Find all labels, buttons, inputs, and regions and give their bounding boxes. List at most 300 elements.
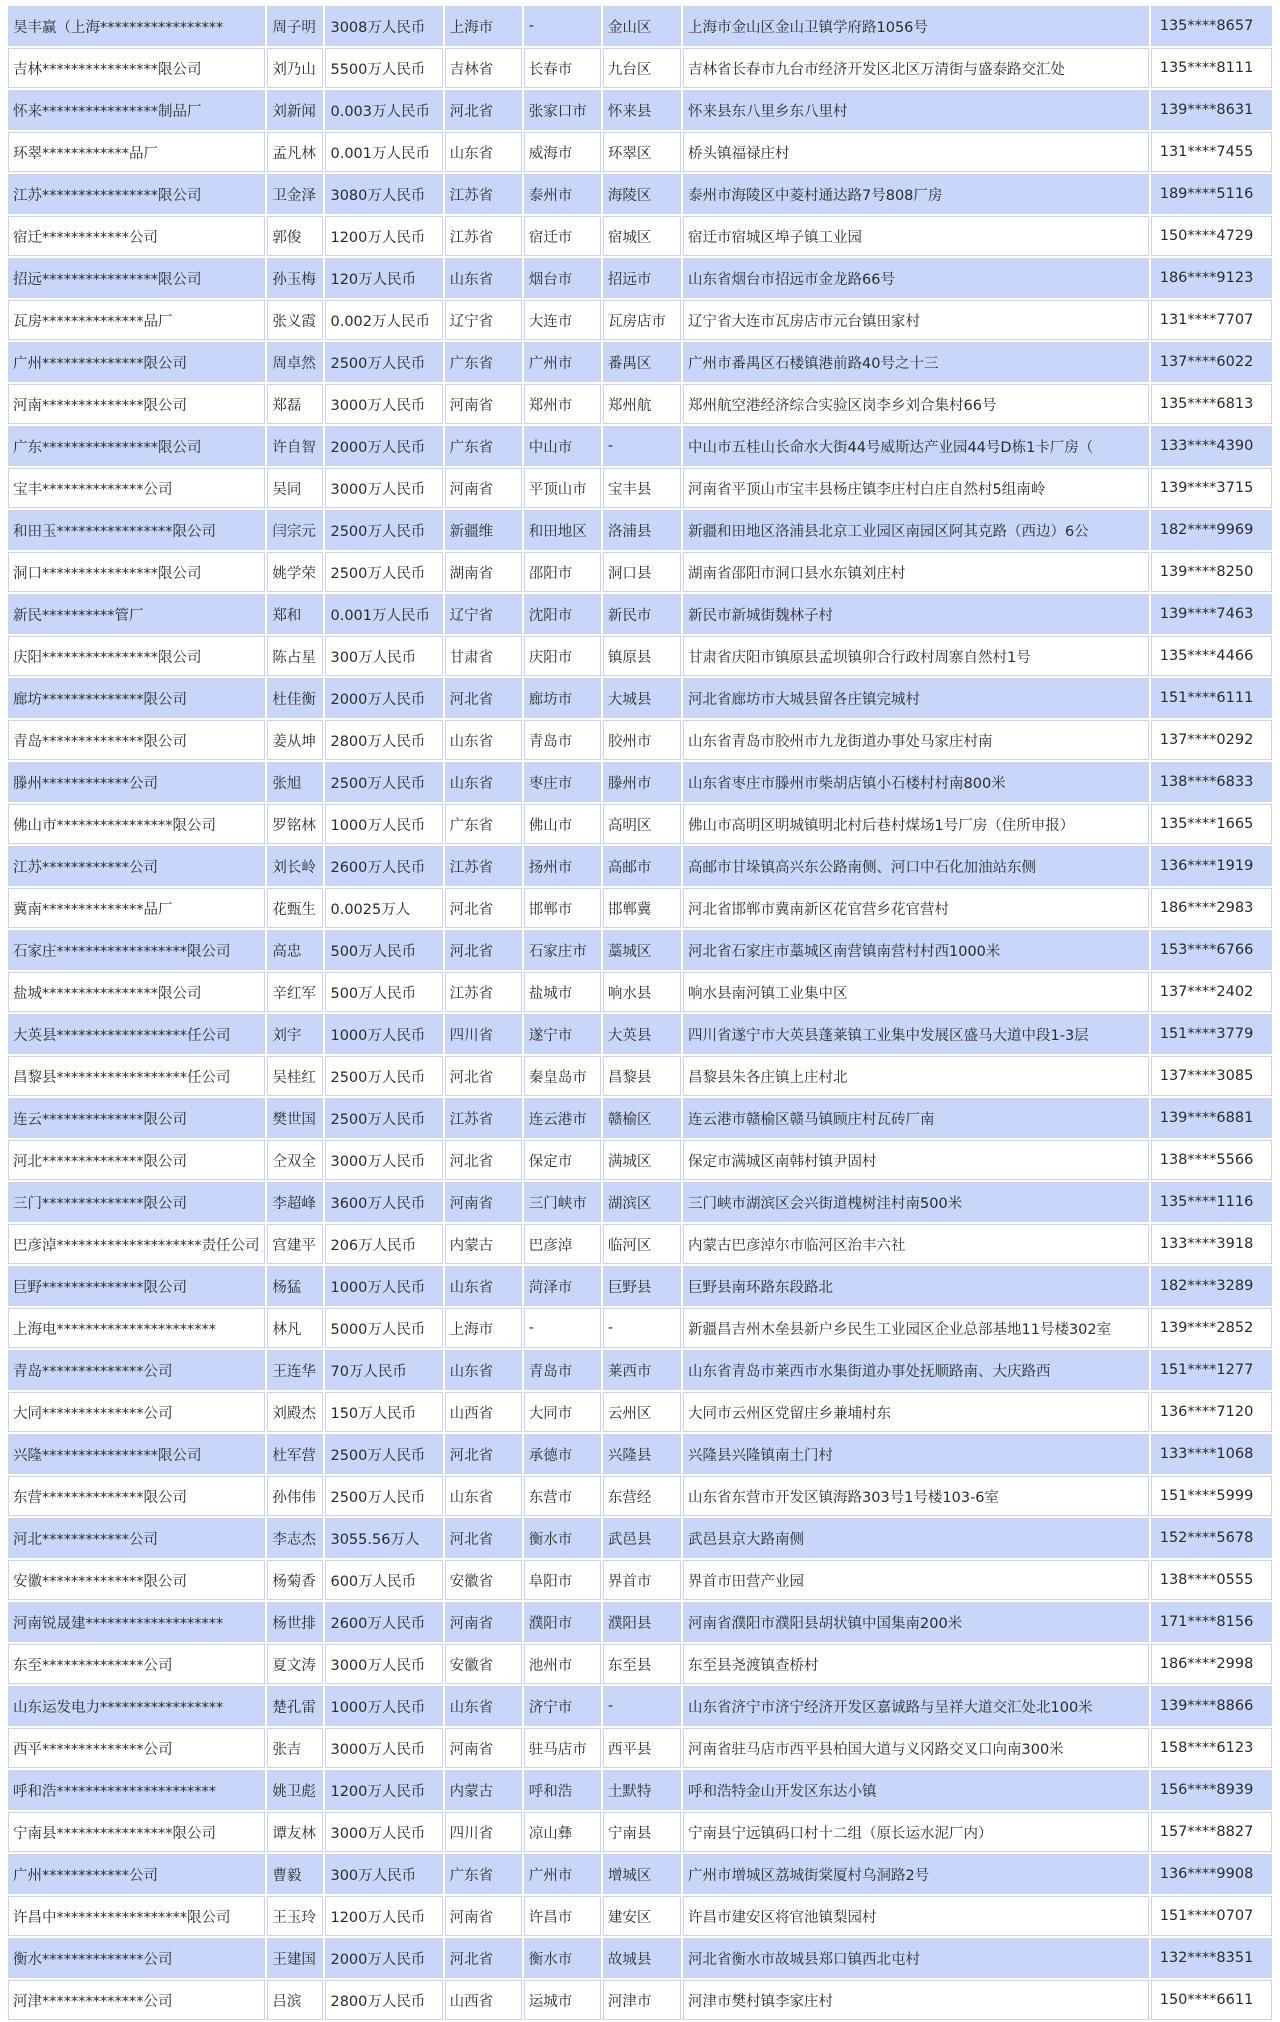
phone-cell: 151****5999 bbox=[1151, 1476, 1272, 1516]
table-row bbox=[8, 1476, 1272, 1516]
district-cell: 武邑县 bbox=[603, 1518, 681, 1558]
table-row bbox=[8, 1518, 1272, 1558]
registered-capital-cell: 2800万人民币 bbox=[325, 720, 442, 760]
phone-cell: 138****0555 bbox=[1151, 1560, 1272, 1600]
city-cell: 青岛市 bbox=[524, 720, 601, 760]
phone-cell: 138****5566 bbox=[1151, 1140, 1272, 1180]
company-name-cell: 佛山市****************限公司 bbox=[8, 804, 265, 844]
district-cell: 洛浦县 bbox=[603, 510, 681, 550]
legal-person-cell: 孙伟伟 bbox=[267, 1476, 323, 1516]
district-cell: 兴隆县 bbox=[603, 1434, 681, 1474]
phone-cell: 139****6881 bbox=[1151, 1098, 1272, 1138]
legal-person-cell: 罗铭林 bbox=[267, 804, 323, 844]
legal-person-cell: 郭俊 bbox=[267, 216, 323, 256]
company-name-cell: 宿迁************公司 bbox=[8, 216, 265, 256]
company-name-cell: 廊坊**************限公司 bbox=[8, 678, 265, 718]
table-row bbox=[8, 1770, 1272, 1810]
registered-capital-cell: 1000万人民币 bbox=[325, 1014, 442, 1054]
legal-person-cell: 宫建平 bbox=[267, 1224, 323, 1264]
registered-capital-cell: 1200万人民币 bbox=[325, 1896, 442, 1936]
province-cell: 河北省 bbox=[445, 1140, 522, 1180]
company-name-cell: 广州**************限公司 bbox=[8, 342, 265, 382]
legal-person-cell: 曹毅 bbox=[267, 1854, 323, 1894]
province-cell: 河北省 bbox=[445, 678, 522, 718]
district-cell: 宁南县 bbox=[603, 1812, 681, 1852]
address-cell: 甘肃省庆阳市镇原县孟坝镇卯合行政村周寨自然村1号 bbox=[683, 636, 1149, 676]
province-cell: 安徽省 bbox=[445, 1560, 522, 1600]
phone-cell: 137****2402 bbox=[1151, 972, 1272, 1012]
phone-cell: 158****6123 bbox=[1151, 1728, 1272, 1768]
registered-capital-cell: 3008万人民币 bbox=[325, 6, 442, 46]
province-cell: 河南省 bbox=[445, 1896, 522, 1936]
district-cell: 宿城区 bbox=[603, 216, 681, 256]
legal-person-cell: 郑磊 bbox=[267, 384, 323, 424]
table-row bbox=[8, 1560, 1272, 1600]
city-cell: 阜阳市 bbox=[524, 1560, 601, 1600]
city-cell: 枣庄市 bbox=[524, 762, 601, 802]
district-cell: 增城区 bbox=[603, 1854, 681, 1894]
registered-capital-cell: 2500万人民币 bbox=[325, 342, 442, 382]
company-table bbox=[6, 4, 1274, 2022]
company-name-cell: 巨野**************限公司 bbox=[8, 1266, 265, 1306]
city-cell: 衡水市 bbox=[524, 1938, 601, 1978]
registered-capital-cell: 1000万人民币 bbox=[325, 804, 442, 844]
address-cell: 河南省驻马店市西平县柏国大道与义冈路交叉口向南300米 bbox=[683, 1728, 1149, 1768]
province-cell: 四川省 bbox=[445, 1014, 522, 1054]
district-cell: 西平县 bbox=[603, 1728, 681, 1768]
legal-person-cell: 辛红军 bbox=[267, 972, 323, 1012]
address-cell: 昌黎县朱各庄镇上庄村北 bbox=[683, 1056, 1149, 1096]
address-cell: 东至县尧渡镇查桥村 bbox=[683, 1644, 1149, 1684]
phone-cell: 150****6611 bbox=[1151, 1980, 1272, 2020]
legal-person-cell: 杜佳衡 bbox=[267, 678, 323, 718]
company-name-cell: 盐城****************限公司 bbox=[8, 972, 265, 1012]
address-cell: 佛山市高明区明城镇明北村后巷村煤场1号厂房（住所申报） bbox=[683, 804, 1149, 844]
table-row bbox=[8, 1392, 1272, 1432]
city-cell: 宿迁市 bbox=[524, 216, 601, 256]
address-cell: 山东省东营市开发区镇海路303号1号楼103-6室 bbox=[683, 1476, 1149, 1516]
address-cell: 保定市满城区南韩村镇尹固村 bbox=[683, 1140, 1149, 1180]
legal-person-cell: 吕滨 bbox=[267, 1980, 323, 2020]
phone-cell: 150****4729 bbox=[1151, 216, 1272, 256]
company-name-cell: 瓦房**************品厂 bbox=[8, 300, 265, 340]
legal-person-cell: 李超峰 bbox=[267, 1182, 323, 1222]
company-name-cell: 东营**************限公司 bbox=[8, 1476, 265, 1516]
address-cell: 连云港市赣榆区赣马镇顾庄村瓦砖厂南 bbox=[683, 1098, 1149, 1138]
city-cell: 和田地区 bbox=[524, 510, 601, 550]
district-cell: 土默特 bbox=[603, 1770, 681, 1810]
district-cell: 河津市 bbox=[603, 1980, 681, 2020]
province-cell: 广东省 bbox=[445, 342, 522, 382]
address-cell: 宿迁市宿城区埠子镇工业园 bbox=[683, 216, 1149, 256]
legal-person-cell: 陈占星 bbox=[267, 636, 323, 676]
district-cell: - bbox=[603, 1686, 681, 1726]
city-cell: 青岛市 bbox=[524, 1350, 601, 1390]
province-cell: 广东省 bbox=[445, 426, 522, 466]
phone-cell: 139****2852 bbox=[1151, 1308, 1272, 1348]
company-name-cell: 连云**************限公司 bbox=[8, 1098, 265, 1138]
table-body bbox=[8, 6, 1272, 2020]
district-cell: 高邮市 bbox=[603, 846, 681, 886]
table-row bbox=[8, 132, 1272, 172]
table-row bbox=[8, 972, 1272, 1012]
table-row bbox=[8, 6, 1272, 46]
legal-person-cell: 楚孔雷 bbox=[267, 1686, 323, 1726]
company-name-cell: 怀来****************制品厂 bbox=[8, 90, 265, 130]
legal-person-cell: 花甄生 bbox=[267, 888, 323, 928]
address-cell: 三门峡市湖滨区会兴街道槐树洼村南500米 bbox=[683, 1182, 1149, 1222]
city-cell: - bbox=[524, 6, 601, 46]
registered-capital-cell: 500万人民币 bbox=[325, 930, 442, 970]
registered-capital-cell: 0.002万人民币 bbox=[325, 300, 442, 340]
city-cell: 泰州市 bbox=[524, 174, 601, 214]
company-name-cell: 广东****************限公司 bbox=[8, 426, 265, 466]
phone-cell: 171****8156 bbox=[1151, 1602, 1272, 1642]
registered-capital-cell: 3000万人民币 bbox=[325, 384, 442, 424]
company-name-cell: 呼和浩********************** bbox=[8, 1770, 265, 1810]
registered-capital-cell: 206万人民币 bbox=[325, 1224, 442, 1264]
table-row bbox=[8, 510, 1272, 550]
city-cell: 庆阳市 bbox=[524, 636, 601, 676]
city-cell: 佛山市 bbox=[524, 804, 601, 844]
table-row bbox=[8, 216, 1272, 256]
table-row bbox=[8, 804, 1272, 844]
table-row bbox=[8, 90, 1272, 130]
legal-person-cell: 刘乃山 bbox=[267, 48, 323, 88]
registered-capital-cell: 3000万人民币 bbox=[325, 1140, 442, 1180]
company-name-cell: 大英县******************任公司 bbox=[8, 1014, 265, 1054]
province-cell: 广东省 bbox=[445, 804, 522, 844]
district-cell: 濮阳县 bbox=[603, 1602, 681, 1642]
phone-cell: 151****6111 bbox=[1151, 678, 1272, 718]
table-row bbox=[8, 888, 1272, 928]
city-cell: 邵阳市 bbox=[524, 552, 601, 592]
registered-capital-cell: 2500万人民币 bbox=[325, 1056, 442, 1096]
city-cell: 盐城市 bbox=[524, 972, 601, 1012]
province-cell: 上海市 bbox=[445, 6, 522, 46]
province-cell: 河南省 bbox=[445, 1602, 522, 1642]
city-cell: 广州市 bbox=[524, 342, 601, 382]
province-cell: 江苏省 bbox=[445, 1098, 522, 1138]
district-cell: 金山区 bbox=[603, 6, 681, 46]
city-cell: 大同市 bbox=[524, 1392, 601, 1432]
phone-cell: 151****0707 bbox=[1151, 1896, 1272, 1936]
registered-capital-cell: 2000万人民币 bbox=[325, 1938, 442, 1978]
legal-person-cell: 孟凡林 bbox=[267, 132, 323, 172]
province-cell: 内蒙古 bbox=[445, 1224, 522, 1264]
legal-person-cell: 杨菊香 bbox=[267, 1560, 323, 1600]
district-cell: - bbox=[603, 426, 681, 466]
district-cell: 宝丰县 bbox=[603, 468, 681, 508]
table-row bbox=[8, 1350, 1272, 1390]
legal-person-cell: 吴同 bbox=[267, 468, 323, 508]
registered-capital-cell: 2000万人民币 bbox=[325, 678, 442, 718]
province-cell: 内蒙古 bbox=[445, 1770, 522, 1810]
province-cell: 河北省 bbox=[445, 1938, 522, 1978]
address-cell: 广州市增城区荔城街棠厦村乌洞路2号 bbox=[683, 1854, 1149, 1894]
registered-capital-cell: 2500万人民币 bbox=[325, 1476, 442, 1516]
province-cell: 新疆维 bbox=[445, 510, 522, 550]
address-cell: 巨野县南环路东段路北 bbox=[683, 1266, 1149, 1306]
legal-person-cell: 夏文涛 bbox=[267, 1644, 323, 1684]
registered-capital-cell: 120万人民币 bbox=[325, 258, 442, 298]
city-cell: 中山市 bbox=[524, 426, 601, 466]
legal-person-cell: 周卓然 bbox=[267, 342, 323, 382]
city-cell: 威海市 bbox=[524, 132, 601, 172]
company-name-cell: 河津**************公司 bbox=[8, 1980, 265, 2020]
province-cell: 山东省 bbox=[445, 1686, 522, 1726]
company-name-cell: 上海电********************** bbox=[8, 1308, 265, 1348]
company-name-cell: 滕州************公司 bbox=[8, 762, 265, 802]
company-name-cell: 河北**************限公司 bbox=[8, 1140, 265, 1180]
legal-person-cell: 樊世国 bbox=[267, 1098, 323, 1138]
province-cell: 山西省 bbox=[445, 1392, 522, 1432]
table-row bbox=[8, 1224, 1272, 1264]
city-cell: 扬州市 bbox=[524, 846, 601, 886]
legal-person-cell: 刘殿杰 bbox=[267, 1392, 323, 1432]
phone-cell: 139****8866 bbox=[1151, 1686, 1272, 1726]
address-cell: 泰州市海陵区中菱村通达路7号808厂房 bbox=[683, 174, 1149, 214]
province-cell: 吉林省 bbox=[445, 48, 522, 88]
registered-capital-cell: 0.001万人民币 bbox=[325, 594, 442, 634]
legal-person-cell: 刘新闻 bbox=[267, 90, 323, 130]
company-name-cell: 广州************公司 bbox=[8, 1854, 265, 1894]
city-cell: 三门峡市 bbox=[524, 1182, 601, 1222]
company-name-cell: 山东运发电力***************** bbox=[8, 1686, 265, 1726]
registered-capital-cell: 300万人民币 bbox=[325, 1854, 442, 1894]
phone-cell: 151****3779 bbox=[1151, 1014, 1272, 1054]
table-row bbox=[8, 1896, 1272, 1936]
registered-capital-cell: 2600万人民币 bbox=[325, 1602, 442, 1642]
city-cell: 驻马店市 bbox=[524, 1728, 601, 1768]
address-cell: 河北省石家庄市藁城区南营镇南营村村西1000米 bbox=[683, 930, 1149, 970]
city-cell: 呼和浩 bbox=[524, 1770, 601, 1810]
phone-cell: 182****9969 bbox=[1151, 510, 1272, 550]
phone-cell: 137****3085 bbox=[1151, 1056, 1272, 1096]
company-name-cell: 兴隆****************限公司 bbox=[8, 1434, 265, 1474]
address-cell: 新疆和田地区洛浦县北京工业园区南园区阿其克路（西边）6公 bbox=[683, 510, 1149, 550]
table-row bbox=[8, 720, 1272, 760]
address-cell: 河北省衡水市故城县郑口镇西北屯村 bbox=[683, 1938, 1149, 1978]
phone-cell: 189****5116 bbox=[1151, 174, 1272, 214]
registered-capital-cell: 600万人民币 bbox=[325, 1560, 442, 1600]
phone-cell: 131****7455 bbox=[1151, 132, 1272, 172]
phone-cell: 131****7707 bbox=[1151, 300, 1272, 340]
district-cell: 东营经 bbox=[603, 1476, 681, 1516]
table-row bbox=[8, 552, 1272, 592]
company-name-cell: 江苏************公司 bbox=[8, 846, 265, 886]
address-cell: 河津市樊村镇李家庄村 bbox=[683, 1980, 1149, 2020]
table-row bbox=[8, 1098, 1272, 1138]
legal-person-cell: 杨猛 bbox=[267, 1266, 323, 1306]
legal-person-cell: 郑和 bbox=[267, 594, 323, 634]
registered-capital-cell: 2500万人民币 bbox=[325, 510, 442, 550]
province-cell: 甘肃省 bbox=[445, 636, 522, 676]
province-cell: 河南省 bbox=[445, 384, 522, 424]
province-cell: 山东省 bbox=[445, 720, 522, 760]
address-cell: 许昌市建安区将官池镇梨园村 bbox=[683, 1896, 1149, 1936]
phone-cell: 133****3918 bbox=[1151, 1224, 1272, 1264]
district-cell: 海陵区 bbox=[603, 174, 681, 214]
city-cell: 济宁市 bbox=[524, 1686, 601, 1726]
registered-capital-cell: 70万人民币 bbox=[325, 1350, 442, 1390]
district-cell: 郑州航 bbox=[603, 384, 681, 424]
legal-person-cell: 谭友林 bbox=[267, 1812, 323, 1852]
legal-person-cell: 姚卫彪 bbox=[267, 1770, 323, 1810]
legal-person-cell: 许自智 bbox=[267, 426, 323, 466]
table-row bbox=[8, 1980, 1272, 2020]
address-cell: 武邑县京大路南侧 bbox=[683, 1518, 1149, 1558]
phone-cell: 157****8827 bbox=[1151, 1812, 1272, 1852]
company-name-cell: 西平**************公司 bbox=[8, 1728, 265, 1768]
city-cell: - bbox=[524, 1308, 601, 1348]
district-cell: 怀来县 bbox=[603, 90, 681, 130]
legal-person-cell: 李志杰 bbox=[267, 1518, 323, 1558]
city-cell: 秦皇岛市 bbox=[524, 1056, 601, 1096]
address-cell: 山东省烟台市招远市金龙路66号 bbox=[683, 258, 1149, 298]
district-cell: 昌黎县 bbox=[603, 1056, 681, 1096]
district-cell: 巨野县 bbox=[603, 1266, 681, 1306]
company-name-cell: 昊丰赢（上海***************** bbox=[8, 6, 265, 46]
address-cell: 吉林省长春市九台市经济开发区北区万清街与盛泰路交汇处 bbox=[683, 48, 1149, 88]
city-cell: 濮阳市 bbox=[524, 1602, 601, 1642]
province-cell: 江苏省 bbox=[445, 846, 522, 886]
city-cell: 郑州市 bbox=[524, 384, 601, 424]
company-name-cell: 石家庄******************限公司 bbox=[8, 930, 265, 970]
address-cell: 河南省濮阳市濮阳县胡状镇中国集南200米 bbox=[683, 1602, 1149, 1642]
phone-cell: 135****1116 bbox=[1151, 1182, 1272, 1222]
company-name-cell: 青岛**************限公司 bbox=[8, 720, 265, 760]
legal-person-cell: 闫宗元 bbox=[267, 510, 323, 550]
province-cell: 辽宁省 bbox=[445, 594, 522, 634]
province-cell: 四川省 bbox=[445, 1812, 522, 1852]
registered-capital-cell: 5500万人民币 bbox=[325, 48, 442, 88]
registered-capital-cell: 500万人民币 bbox=[325, 972, 442, 1012]
company-name-cell: 青岛**************公司 bbox=[8, 1350, 265, 1390]
city-cell: 沈阳市 bbox=[524, 594, 601, 634]
table-row bbox=[8, 846, 1272, 886]
company-name-cell: 大同**************公司 bbox=[8, 1392, 265, 1432]
registered-capital-cell: 3600万人民币 bbox=[325, 1182, 442, 1222]
address-cell: 河北省邯郸市冀南新区花官营乡花官营村 bbox=[683, 888, 1149, 928]
phone-cell: 135****6813 bbox=[1151, 384, 1272, 424]
district-cell: 胶州市 bbox=[603, 720, 681, 760]
registered-capital-cell: 1000万人民币 bbox=[325, 1266, 442, 1306]
company-name-cell: 环翠************品厂 bbox=[8, 132, 265, 172]
company-name-cell: 昌黎县******************任公司 bbox=[8, 1056, 265, 1096]
city-cell: 平顶山市 bbox=[524, 468, 601, 508]
phone-cell: 153****6766 bbox=[1151, 930, 1272, 970]
legal-person-cell: 姚学荣 bbox=[267, 552, 323, 592]
phone-cell: 136****7120 bbox=[1151, 1392, 1272, 1432]
legal-person-cell: 杜军营 bbox=[267, 1434, 323, 1474]
phone-cell: 182****3289 bbox=[1151, 1266, 1272, 1306]
city-cell: 遂宁市 bbox=[524, 1014, 601, 1054]
company-name-cell: 吉林****************限公司 bbox=[8, 48, 265, 88]
registered-capital-cell: 0.001万人民币 bbox=[325, 132, 442, 172]
table-row bbox=[8, 1434, 1272, 1474]
city-cell: 长春市 bbox=[524, 48, 601, 88]
province-cell: 山东省 bbox=[445, 258, 522, 298]
province-cell: 山东省 bbox=[445, 1350, 522, 1390]
address-cell: 呼和浩特金山开发区东达小镇 bbox=[683, 1770, 1149, 1810]
district-cell: 临河区 bbox=[603, 1224, 681, 1264]
district-cell: 云州区 bbox=[603, 1392, 681, 1432]
province-cell: 河北省 bbox=[445, 1056, 522, 1096]
province-cell: 江苏省 bbox=[445, 174, 522, 214]
district-cell: 藁城区 bbox=[603, 930, 681, 970]
legal-person-cell: 张吉 bbox=[267, 1728, 323, 1768]
table-row bbox=[8, 1854, 1272, 1894]
address-cell: 怀来县东八里乡东八里村 bbox=[683, 90, 1149, 130]
registered-capital-cell: 2800万人民币 bbox=[325, 1980, 442, 2020]
address-cell: 中山市五桂山长命水大街44号威斯达产业园44号D栋1卡厂房（ bbox=[683, 426, 1149, 466]
table-row bbox=[8, 678, 1272, 718]
phone-cell: 136****1919 bbox=[1151, 846, 1272, 886]
table-row bbox=[8, 1644, 1272, 1684]
table-row bbox=[8, 174, 1272, 214]
province-cell: 河南省 bbox=[445, 468, 522, 508]
table-row bbox=[8, 1686, 1272, 1726]
province-cell: 安徽省 bbox=[445, 1644, 522, 1684]
table-row bbox=[8, 1308, 1272, 1348]
table-row bbox=[8, 594, 1272, 634]
company-name-cell: 河南**************限公司 bbox=[8, 384, 265, 424]
address-cell: 山东省枣庄市滕州市柴胡店镇小石楼村村南800米 bbox=[683, 762, 1149, 802]
registered-capital-cell: 3000万人民币 bbox=[325, 1728, 442, 1768]
registered-capital-cell: 3055.56万人 bbox=[325, 1518, 442, 1558]
legal-person-cell: 卫金泽 bbox=[267, 174, 323, 214]
address-cell: 桥头镇福禄庄村 bbox=[683, 132, 1149, 172]
phone-cell: 135****1665 bbox=[1151, 804, 1272, 844]
legal-person-cell: 吴桂红 bbox=[267, 1056, 323, 1096]
legal-person-cell: 姜从坤 bbox=[267, 720, 323, 760]
city-cell: 廊坊市 bbox=[524, 678, 601, 718]
address-cell: 新民市新城街魏林子村 bbox=[683, 594, 1149, 634]
district-cell: 大英县 bbox=[603, 1014, 681, 1054]
district-cell: 镇原县 bbox=[603, 636, 681, 676]
phone-cell: 139****7463 bbox=[1151, 594, 1272, 634]
city-cell: 运城市 bbox=[524, 1980, 601, 2020]
table-row bbox=[8, 384, 1272, 424]
table-row bbox=[8, 300, 1272, 340]
phone-cell: 133****4390 bbox=[1151, 426, 1272, 466]
phone-cell: 152****5678 bbox=[1151, 1518, 1272, 1558]
phone-cell: 151****1277 bbox=[1151, 1350, 1272, 1390]
address-cell: 湖南省邵阳市洞口县水东镇刘庄村 bbox=[683, 552, 1149, 592]
province-cell: 河南省 bbox=[445, 1182, 522, 1222]
province-cell: 山东省 bbox=[445, 762, 522, 802]
district-cell: 番禺区 bbox=[603, 342, 681, 382]
registered-capital-cell: 2500万人民币 bbox=[325, 1098, 442, 1138]
province-cell: 上海市 bbox=[445, 1308, 522, 1348]
table-row bbox=[8, 1728, 1272, 1768]
city-cell: 巴彦淖 bbox=[524, 1224, 601, 1264]
province-cell: 河北省 bbox=[445, 888, 522, 928]
phone-cell: 135****8111 bbox=[1151, 48, 1272, 88]
company-name-cell: 衡水**************公司 bbox=[8, 1938, 265, 1978]
district-cell: 滕州市 bbox=[603, 762, 681, 802]
province-cell: 山东省 bbox=[445, 132, 522, 172]
district-cell: 故城县 bbox=[603, 1938, 681, 1978]
district-cell: - bbox=[603, 1308, 681, 1348]
legal-person-cell: 张义霞 bbox=[267, 300, 323, 340]
district-cell: 响水县 bbox=[603, 972, 681, 1012]
address-cell: 响水县南河镇工业集中区 bbox=[683, 972, 1149, 1012]
registered-capital-cell: 3000万人民币 bbox=[325, 1644, 442, 1684]
province-cell: 江苏省 bbox=[445, 216, 522, 256]
table-row bbox=[8, 762, 1272, 802]
